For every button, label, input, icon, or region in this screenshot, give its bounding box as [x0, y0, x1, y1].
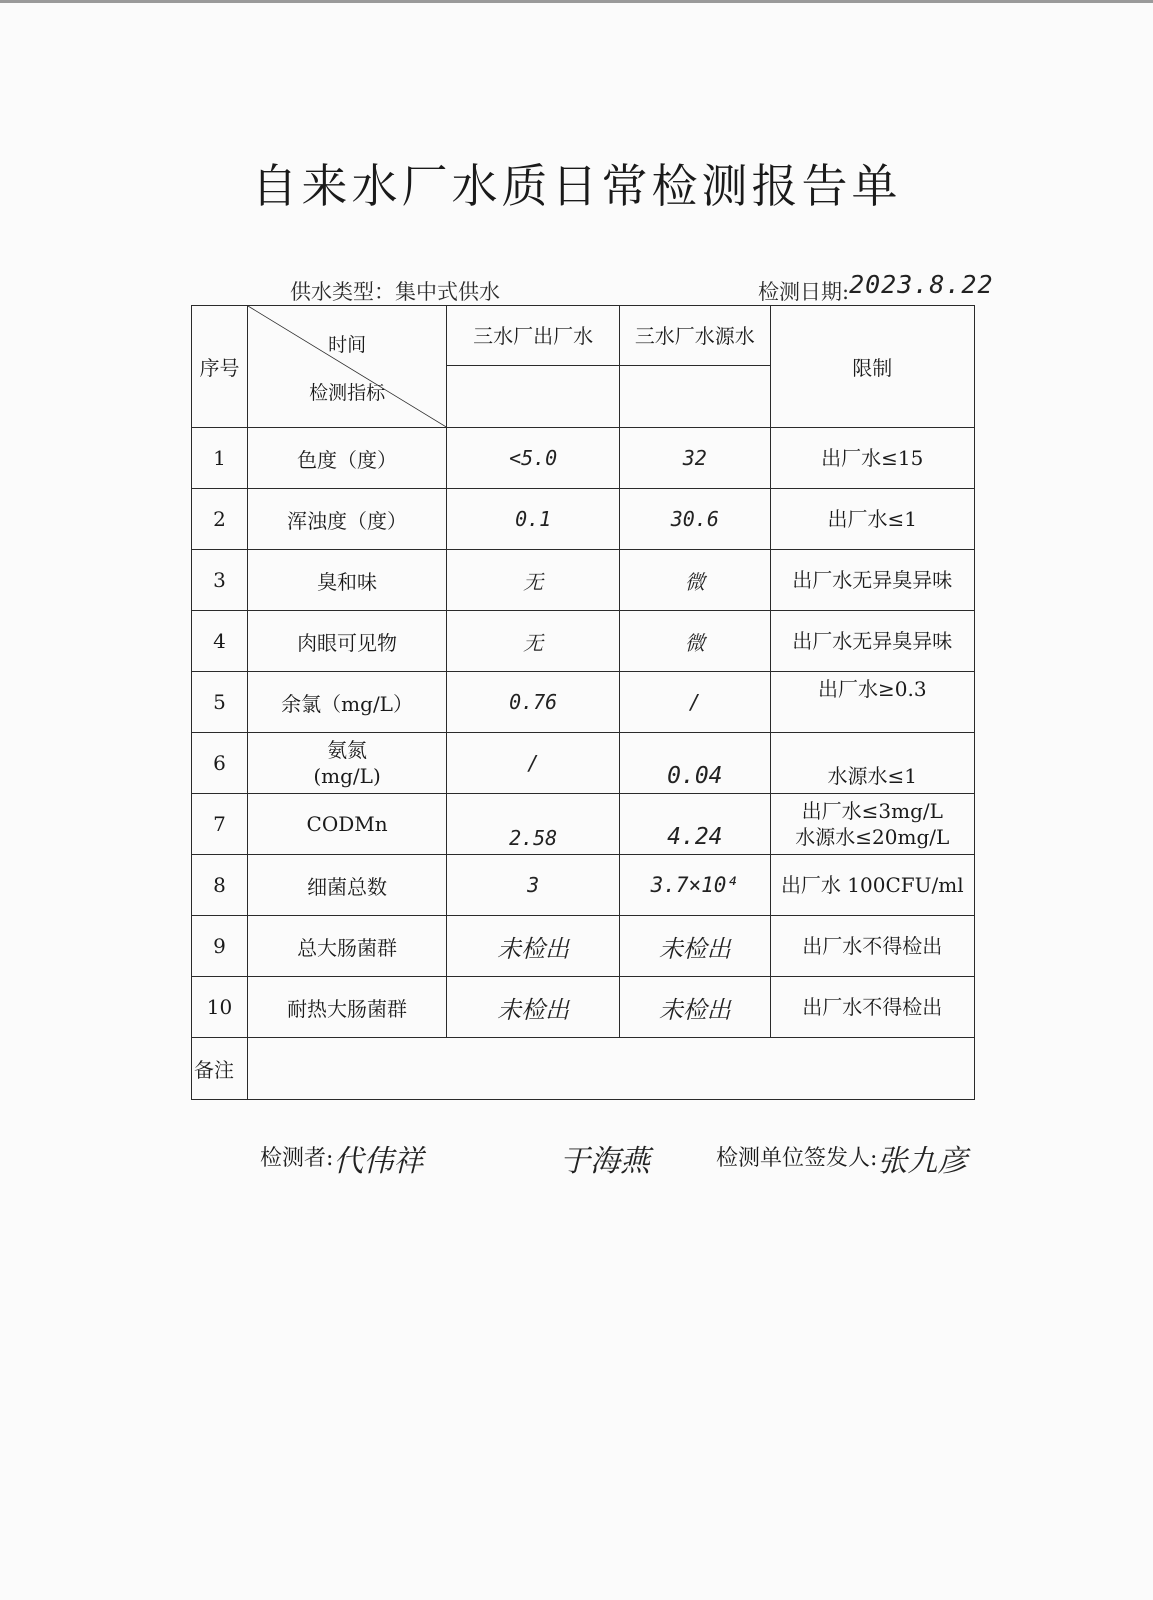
remark-content	[247, 1038, 974, 1100]
header-outflow-blank	[447, 366, 620, 428]
test-date-label: 检测日期:	[758, 280, 850, 304]
table-row	[192, 489, 975, 550]
table-row	[192, 855, 975, 916]
row-source-value: 4.24	[667, 824, 723, 850]
remark-row	[192, 1038, 975, 1100]
table-row	[192, 611, 975, 672]
tester	[260, 1130, 424, 1179]
row-indicator-line1: 氨氮	[327, 738, 368, 762]
row-seq: 10	[192, 977, 248, 1038]
row-limit: 出厂水 100CFU/ml	[770, 855, 974, 916]
row-indicator: CODMn	[247, 794, 446, 855]
row-seq: 5	[192, 672, 248, 733]
row-source-value: 微	[684, 569, 705, 594]
issuer-signature: 张九彦	[877, 1144, 968, 1179]
table-row	[192, 428, 975, 489]
row-limit: 出厂水≤15	[770, 428, 974, 489]
table-row	[192, 916, 975, 977]
row-source-value: 0.04	[667, 763, 723, 789]
issuer	[716, 1130, 968, 1179]
test-date-value: 2023.8.22	[849, 270, 994, 299]
row-indicator-line2: (mg/L)	[313, 764, 381, 788]
header-seq: 序号	[192, 306, 248, 428]
second-signature	[560, 1130, 650, 1179]
row-source-value: /	[688, 690, 701, 714]
row-seq: 8	[192, 855, 248, 916]
header-outflow: 三水厂出厂水	[447, 306, 620, 366]
header-diagonal-cell	[247, 306, 446, 428]
row-outflow-value: 无	[523, 630, 544, 655]
row-indicator: 浑浊度（度）	[247, 489, 446, 550]
header-source: 三水厂水源水	[620, 306, 770, 366]
supply-type: 供水类型：集中式供水	[290, 280, 500, 304]
row-limit: 出厂水无异臭异味	[770, 550, 974, 611]
row-indicator: 耐热大肠菌群	[247, 977, 446, 1038]
row-outflow-value: <5.0	[509, 446, 558, 470]
remark-label: 备注	[192, 1038, 248, 1100]
row-limit: 水源水≤1	[770, 733, 974, 794]
row-indicator: 肉眼可见物	[247, 611, 446, 672]
table-row	[192, 977, 975, 1038]
row-limit: 出厂水无异臭异味	[770, 611, 974, 672]
header-indicator: 检测指标	[309, 382, 386, 404]
row-source-value: 3.7×10⁴	[650, 873, 740, 897]
row-seq: 1	[192, 428, 248, 489]
table-row	[192, 550, 975, 611]
row-source-value: 30.6	[670, 507, 719, 531]
row-source-value: 未检出	[658, 934, 731, 963]
diagonal-line	[248, 306, 446, 427]
row-limit-line1: 出厂水≤3mg/L	[801, 799, 943, 823]
table-row	[192, 794, 975, 855]
tester-label: 检测者:	[260, 1146, 334, 1171]
row-outflow-value: /	[527, 751, 540, 775]
table-row	[192, 672, 975, 733]
page-title: 自来水厂水质日常检测报告单	[251, 159, 902, 213]
table-row	[192, 733, 975, 794]
issuer-label: 检测单位签发人:	[716, 1146, 878, 1171]
row-outflow-value: 未检出	[497, 934, 570, 963]
row-indicator: 总大肠菌群	[247, 916, 446, 977]
second-signature-text: 于海燕	[560, 1144, 650, 1179]
row-indicator: 色度（度）	[247, 428, 446, 489]
header-source-blank	[620, 366, 770, 428]
row-seq: 7	[192, 794, 248, 855]
row-indicator: 余氯（mg/L）	[247, 672, 446, 733]
row-source-value: 微	[684, 630, 705, 655]
row-limit: 出厂水≤1	[770, 489, 974, 550]
row-indicator: 臭和味	[247, 550, 446, 611]
row-limit: 出厂水≥0.3	[770, 672, 974, 733]
row-limit: 出厂水不得检出	[770, 916, 974, 977]
header-time: 时间	[328, 334, 367, 356]
row-source-value: 32	[682, 446, 707, 470]
row-outflow-value: 2.58	[509, 826, 558, 850]
row-seq: 4	[192, 611, 248, 672]
row-outflow-value: 未检出	[497, 995, 570, 1024]
row-outflow-value: 0.76	[509, 690, 558, 714]
row-outflow-value: 3	[527, 873, 540, 897]
scan-edge	[0, 0, 1153, 3]
row-outflow-value: 无	[523, 569, 544, 594]
row-seq: 3	[192, 550, 248, 611]
row-outflow-value: 0.1	[515, 507, 552, 531]
row-limit	[770, 794, 974, 855]
row-indicator	[247, 733, 446, 794]
row-seq: 9	[192, 916, 248, 977]
row-seq: 2	[192, 489, 248, 550]
report-table	[191, 305, 975, 1100]
tester-signature: 代伟祥	[333, 1144, 424, 1179]
row-seq: 6	[192, 733, 248, 794]
test-date	[758, 270, 994, 306]
row-limit: 出厂水不得检出	[770, 977, 974, 1038]
row-indicator: 细菌总数	[247, 855, 446, 916]
header-row	[192, 306, 975, 366]
header-limit: 限制	[770, 306, 974, 428]
row-source-value: 未检出	[658, 995, 731, 1024]
row-limit-line2: 水源水≤20mg/L	[795, 825, 950, 849]
